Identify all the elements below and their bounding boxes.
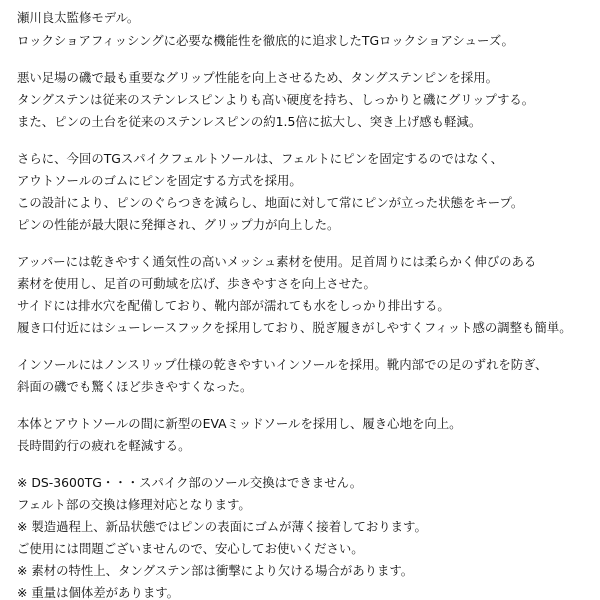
sole-paragraph-line-1: さらに、今回のTGスパイクフェルトソールは、フェルトにピンを固定するのではなく、	[17, 151, 504, 166]
upper-paragraph-line-3: サイドには排水穴を配備しており、靴内部が濡れても水をしっかり排出する。	[17, 298, 450, 313]
upper-paragraph-line-4: 履き口付近にはシューレースフックを採用しており、脱ぎ履きがしやすくフィット感の調整も簡単。	[17, 320, 572, 335]
upper-paragraph-line-2: 素材を使用し、足首の可動域を広げ、歩きやすさを向上させた。	[17, 276, 376, 291]
intro-line: ロックショアフィッシングに必要な機能性を徹底的に追求したTGロックショアシューズ。	[17, 33, 514, 48]
midsole-paragraph-line-2: 長時間釣行の疲れを軽減する。	[17, 438, 191, 453]
insole-paragraph-line-1: インソールにはノンスリップ仕様の乾きやすいインソールを採用。靴内部での足のずれを防ぎ、	[17, 357, 548, 372]
sole-paragraph-line-4: ピンの性能が最大限に発揮され、グリップ力が向上した。	[17, 217, 340, 232]
note-line-1: ※ DS-3600TG・・・スパイク部のソール交換はできません。	[17, 475, 363, 490]
grip-paragraph-line-1: 悪い足場の磯で最も重要なグリップ性能を向上させるため、タングステンピンを採用。	[17, 70, 499, 85]
grip-paragraph-line-3: また、ピンの土台を従来のステンレスピンの約1.5倍に拡大し、突き上げ感も軽減。	[17, 114, 482, 129]
model-title-line: 瀬川良太監修モデル。	[17, 10, 140, 25]
sole-paragraph-line-2: アウトソールのゴムにピンを固定する方式を採用。	[17, 173, 302, 188]
note-line-6: ※ 重量は個体差があります。	[17, 585, 180, 600]
insole-paragraph-line-2: 斜面の磯でも驚くほど歩きやすくなった。	[17, 379, 253, 394]
grip-paragraph-line-2: タングステンは従来のステンレスピンよりも高い硬度を持ち、しっかりと磯にグリップする。	[17, 92, 535, 107]
midsole-paragraph-line-1: 本体とアウトソールの間に新型のEVAミッドソールを採用し、履き心地を向上。	[17, 416, 462, 431]
sole-paragraph-line-3: この設計により、ピンのぐらつきを減らし、地面に対して常にピンが立った状態をキープ。	[17, 195, 524, 210]
upper-paragraph-line-1: アッパーには乾きやすく通気性の高いメッシュ素材を使用。足首周りには柔らかく伸びのある	[17, 254, 537, 269]
note-line-3: ※ 製造過程上、新品状態ではピンの表面にゴムが薄く接着しております。	[17, 519, 427, 534]
note-line-5: ※ 素材の特性上、タングステン部は衝撃により欠ける場合があります。	[17, 563, 414, 578]
note-line-2: フェルト部の交換は修理対応となります。	[17, 497, 251, 512]
note-line-4: ご使用には問題ございませんので、安心してお使いください。	[17, 541, 364, 556]
